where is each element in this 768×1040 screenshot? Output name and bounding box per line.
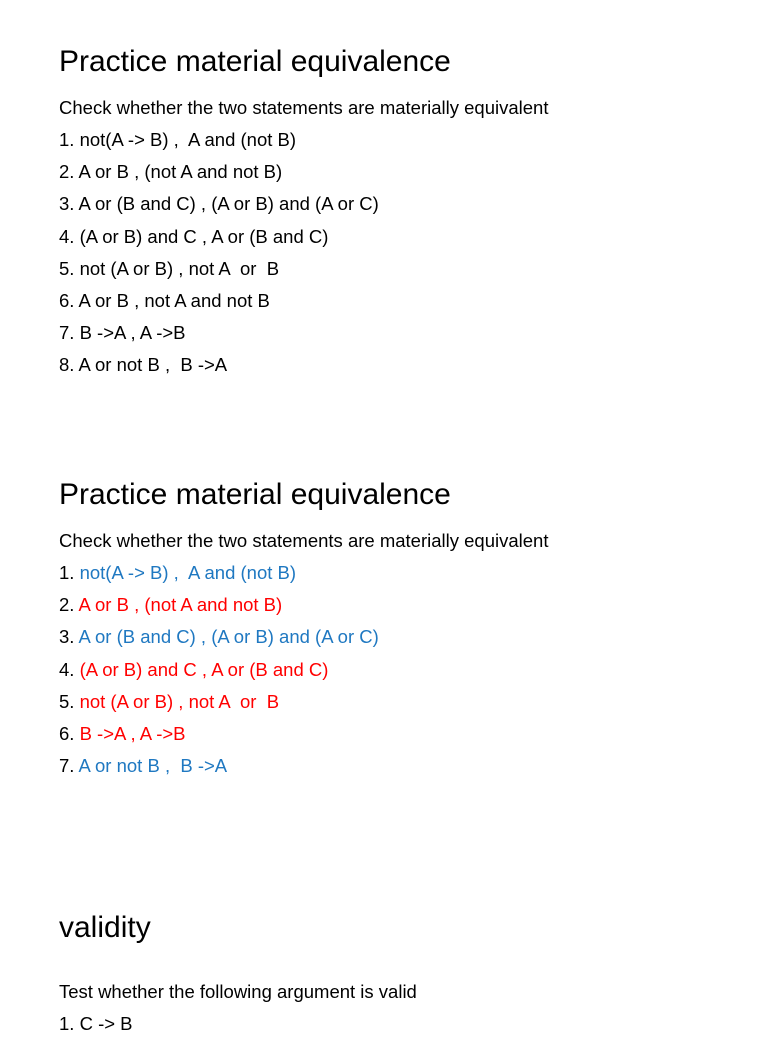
item-number: 1. — [59, 562, 75, 583]
item-text-not-equivalent: (A or B) and C , A or (B and C) — [74, 658, 329, 680]
item-number: 4. — [59, 225, 75, 247]
item-number: 3. — [59, 626, 75, 648]
item-number: 6. — [59, 290, 75, 312]
item-number: 1. — [59, 1013, 75, 1034]
argument-list — [59, 1008, 749, 1040]
list-item — [59, 188, 749, 220]
list-item — [59, 124, 749, 156]
list-item — [59, 718, 749, 750]
item-text: not(A -> B) , A and (not B) — [74, 129, 297, 150]
item-text: not (A or B) , not A or B — [74, 257, 280, 279]
item-number: 2. — [59, 594, 75, 616]
slide-instructions: Check whether the two statements are materially equivalent — [59, 97, 549, 118]
slide-instructions: Test whether the following argument is valid — [59, 981, 417, 1002]
slide-material-equivalence-answers — [59, 475, 749, 782]
item-text-not-equivalent: A or B , (not A and not B) — [74, 594, 283, 616]
list-item — [59, 686, 749, 718]
item-text: C -> B — [74, 1013, 133, 1034]
item-text: A or not B , B ->A — [74, 354, 228, 376]
slide-validity — [59, 908, 749, 1040]
slide-title: Practice material equivalence — [59, 45, 451, 78]
slide-instructions: Check whether the two statements are materially equivalent — [59, 530, 549, 551]
answer-list — [59, 557, 749, 782]
exercise-list — [59, 124, 749, 382]
list-item — [59, 621, 749, 653]
item-number: 4. — [59, 658, 75, 680]
item-text-not-equivalent: B ->A , A ->B — [74, 723, 186, 745]
item-text: (A or B) and C , A or (B and C) — [74, 225, 329, 247]
list-item — [59, 750, 749, 782]
list-item — [59, 156, 749, 188]
item-number: 7. — [59, 322, 75, 344]
list-item — [59, 221, 749, 253]
item-text-equivalent: A or (B and C) , (A or B) and (A or C) — [74, 626, 379, 648]
item-text-equivalent: not(A -> B) , A and (not B) — [74, 562, 297, 583]
item-text-equivalent: A or not B , B ->A — [74, 755, 228, 777]
item-number: 1. — [59, 129, 75, 150]
item-number: 6. — [59, 723, 75, 745]
list-item — [59, 654, 749, 686]
list-item — [59, 1008, 749, 1040]
item-number: 3. — [59, 193, 75, 215]
list-item — [59, 557, 749, 589]
slide-title: Practice material equivalence — [59, 478, 451, 511]
item-text: A or B , (not A and not B) — [74, 161, 283, 183]
item-number: 2. — [59, 161, 75, 183]
item-number: 5. — [59, 690, 75, 712]
list-item — [59, 317, 749, 349]
item-text: B ->A , A ->B — [74, 322, 186, 344]
list-item — [59, 589, 749, 621]
slide-title: validity — [59, 911, 151, 944]
item-number: 8. — [59, 354, 75, 376]
item-number: 5. — [59, 257, 75, 279]
list-item — [59, 285, 749, 317]
item-text-not-equivalent: not (A or B) , not A or B — [74, 690, 280, 712]
list-item — [59, 253, 749, 285]
item-text: A or (B and C) , (A or B) and (A or C) — [74, 193, 379, 215]
item-text: A or B , not A and not B — [74, 290, 270, 312]
list-item — [59, 349, 749, 381]
slide-material-equivalence-exercises — [59, 42, 749, 382]
item-number: 7. — [59, 755, 75, 777]
